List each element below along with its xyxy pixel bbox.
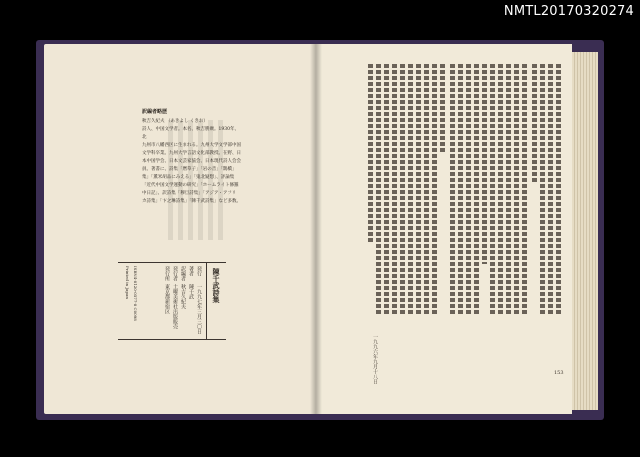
colophon-divider (206, 262, 207, 340)
colophon-print-line: Printed in Japan (125, 266, 130, 299)
colophon-field: 訳編者 (180, 266, 186, 281)
bio-line: 九州市八幡西区に生まれる。九州大学文学部中国 (142, 143, 241, 148)
colophon-field: 発行者 (172, 266, 178, 281)
bio-name-reading: （あきよし くきお） (165, 119, 208, 124)
bio-line: カ詩集」「卞之琳詩集」「陳千武詩集」など多数。 (142, 199, 241, 204)
translator-bio (142, 108, 242, 206)
text-column (540, 64, 545, 314)
text-column (556, 64, 561, 314)
bio-name: 秋吉久紀夫 (142, 119, 165, 124)
bio-line: 「近代中国文学運動の研究」「ホームライト修羅 (142, 183, 239, 188)
text-column (400, 64, 405, 314)
colophon (118, 262, 226, 340)
text-column (482, 64, 487, 264)
text-column (490, 64, 495, 314)
text-column (458, 64, 463, 314)
text-column (392, 64, 397, 314)
colophon-field: 発行 (196, 266, 202, 276)
bio-line: 本中国学会、日本文芸家協会、日本現代詩人会会 (142, 159, 241, 164)
bio-line: 文学科卒業。九州大学言語文化部教授。在野、日 (142, 151, 241, 156)
text-column (474, 64, 479, 314)
text-column (368, 64, 373, 244)
text-column (522, 64, 527, 314)
bio-line: 中日記」、訳詩集「穆旦詩集」「アジア・アフリ (142, 191, 237, 196)
bio-line: 集」「薫米胡品にみえる」「鬼北疑想」、評論集 (142, 175, 235, 180)
text-column (514, 64, 519, 314)
bio-name-line (142, 118, 242, 126)
page-edges (572, 52, 598, 410)
colophon-rule-top (118, 262, 226, 263)
text-column (548, 64, 553, 314)
text-column (408, 64, 413, 314)
text-column (384, 64, 389, 314)
bio-line: 員。著書に、詩集「暦草子」「岩の音」「鵲橋」 (142, 167, 237, 172)
colophon-value: 陳千武 (188, 284, 194, 299)
colophon-value: 土曜美術社出版販売 (172, 284, 178, 329)
text-column (432, 64, 437, 314)
afterword-date: 一九九六年九月十八日 (372, 334, 378, 384)
colophon-field: 発行所 (164, 266, 170, 281)
text-column (424, 64, 429, 314)
colophon-value: 一九九七年三月三〇日 (196, 284, 202, 334)
book-gutter (310, 44, 322, 414)
text-column (450, 64, 455, 314)
text-column (532, 64, 537, 184)
page-number: 153 (554, 370, 564, 376)
colophon-rule-bottom (118, 339, 226, 340)
watermark-label: NMTL20170320274 (503, 4, 634, 19)
bio-heading: 訳編者略歴 (142, 109, 168, 115)
colophon-value: 秋吉久紀夫 (180, 284, 186, 309)
colophon-value: 東京都新宿区 (164, 284, 170, 314)
text-column (416, 64, 421, 314)
text-column (498, 64, 503, 314)
bio-line: 詩人、中国文学者。本名、秋吉勝廣。1930年、北 (142, 127, 239, 140)
colophon-isbn: ISBN4-8120-0577-8 C0098 (133, 266, 138, 321)
text-column (506, 64, 511, 314)
colophon-title: 陳千武詩集 (212, 268, 221, 303)
text-column (376, 64, 381, 314)
colophon-field: 著者 (188, 266, 194, 276)
text-column (466, 64, 471, 314)
text-column (440, 64, 445, 154)
